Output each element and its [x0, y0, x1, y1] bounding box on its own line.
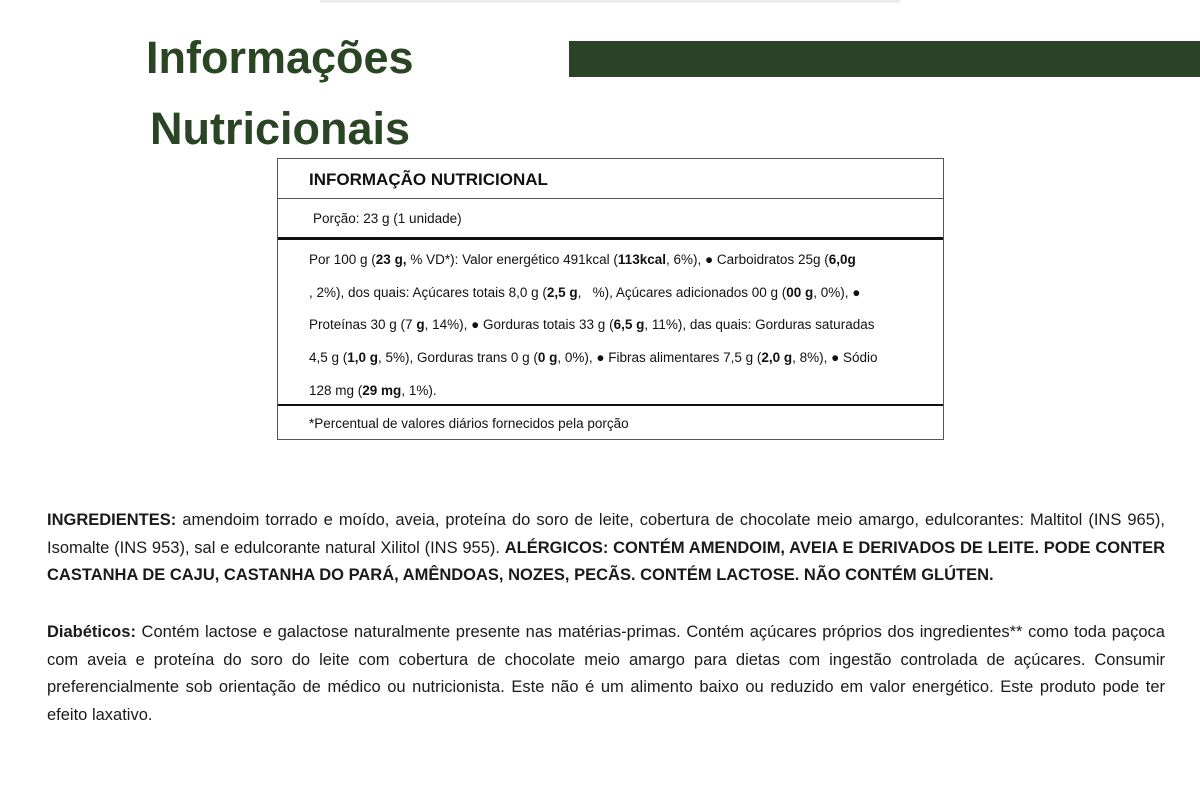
nutrition-value: 29 mg — [362, 382, 402, 398]
ingredients-text: amendoim torrado e moído, aveia, proteína do soro de leite, cobertura de chocolate meio amargo, edulcorantes: Maltitol (INS 965), Isomalte (INS 953), sal e edulcorante natural Xilitol (INS 955). — [47, 511, 1165, 557]
nutrition-table — [277, 158, 944, 440]
page-title — [146, 22, 414, 164]
nutrition-text: , 0%), ● Fibras alimentares 7,5 g ( — [557, 350, 762, 366]
nutrition-value: 2,0 g — [761, 350, 793, 366]
title-line-1: Informações — [146, 32, 414, 83]
nutrition-value: 23 g, — [375, 252, 407, 267]
nutrition-facts — [278, 240, 943, 406]
nutrition-text: , %), Açúcares adicionados 00 g ( — [577, 284, 787, 300]
nutrition-text: , 0%), ● — [813, 284, 861, 300]
nutrition-text: , 5%), Gorduras trans 0 g ( — [378, 350, 538, 366]
portion-size: Porção: 23 g (1 unidade) — [278, 199, 943, 240]
nutrition-table-heading: INFORMAÇÃO NUTRICIONAL — [278, 159, 943, 199]
nutrition-text: 4,5 g ( — [309, 350, 348, 366]
header-accent-bar — [569, 41, 1200, 77]
nutrition-line — [309, 244, 923, 277]
title-line-2: Nutricionais — [150, 103, 411, 154]
nutrition-value: 00 g — [786, 284, 814, 300]
daily-value-footnote: *Percentual de valores diários fornecidos pela porção — [309, 416, 629, 431]
nutrition-value: 0 g — [537, 350, 558, 366]
nutrition-value: 1,0 g — [347, 350, 379, 366]
nutrition-line — [309, 277, 923, 310]
diabetics-text: Contém lactose e galactose naturalmente presente nas matérias-primas. Contém açúcares próprios dos ingredientes** como toda paçoca com aveia e proteína do soro do leite com cobertura de chocolate meio amargo para dietas com ingestão controlada de açúcares. Consumir preferencialmente sob orientação de médico ou nutricionista. Este não é um alimento baixo ou reduzido em valor energético. Este produto pode ter efeito laxativo. — [47, 623, 1165, 724]
top-divider — [320, 0, 900, 3]
nutrition-text: , 6%), ● Carboidratos 25g ( — [665, 252, 829, 267]
nutrition-line — [309, 375, 923, 408]
nutrition-text: 128 mg ( — [309, 382, 363, 398]
ingredients-label: INGREDIENTES: — [47, 511, 177, 529]
nutrition-text: Proteínas 30 g (7 — [309, 317, 417, 333]
nutrition-text: , 8%), ● Sódio — [792, 350, 878, 366]
nutrition-line — [309, 309, 923, 342]
nutrition-text: , 11%), das quais: Gorduras saturadas — [644, 317, 875, 333]
nutrition-text: , 2%), dos quais: Açúcares totais 8,0 g ( — [309, 284, 547, 300]
diabetics-paragraph — [47, 619, 1165, 729]
nutrition-value: 113kcal — [617, 252, 666, 267]
nutrition-value: 2,5 g — [546, 284, 578, 300]
nutrition-text: , 1%). — [401, 382, 437, 398]
diabetics-label: Diabéticos: — [47, 623, 136, 641]
nutrition-text: Por 100 g ( — [309, 252, 376, 267]
nutrition-value: 6,0g — [828, 252, 856, 267]
nutrition-value: g — [416, 317, 425, 333]
nutrition-text: , 14%), ● Gorduras totais 33 g ( — [424, 317, 614, 333]
allergens-warning: ALÉRGICOS: CONTÉM AMENDOIM, AVEIA E DERIVADOS DE LEITE. PODE CONTER CASTANHA DE CAJU, CASTANHA DO PARÁ, AMÊNDOAS, NOZES, PECÃS. CONTÉM LACTOSE. NÃO CONTÉM GLÚTEN. — [47, 538, 1166, 584]
nutrition-line — [309, 342, 923, 375]
nutrition-text: % VD*): Valor energético 491kcal ( — [406, 252, 618, 267]
nutrition-value: 6,5 g — [613, 317, 645, 333]
ingredients-paragraph — [47, 507, 1165, 590]
